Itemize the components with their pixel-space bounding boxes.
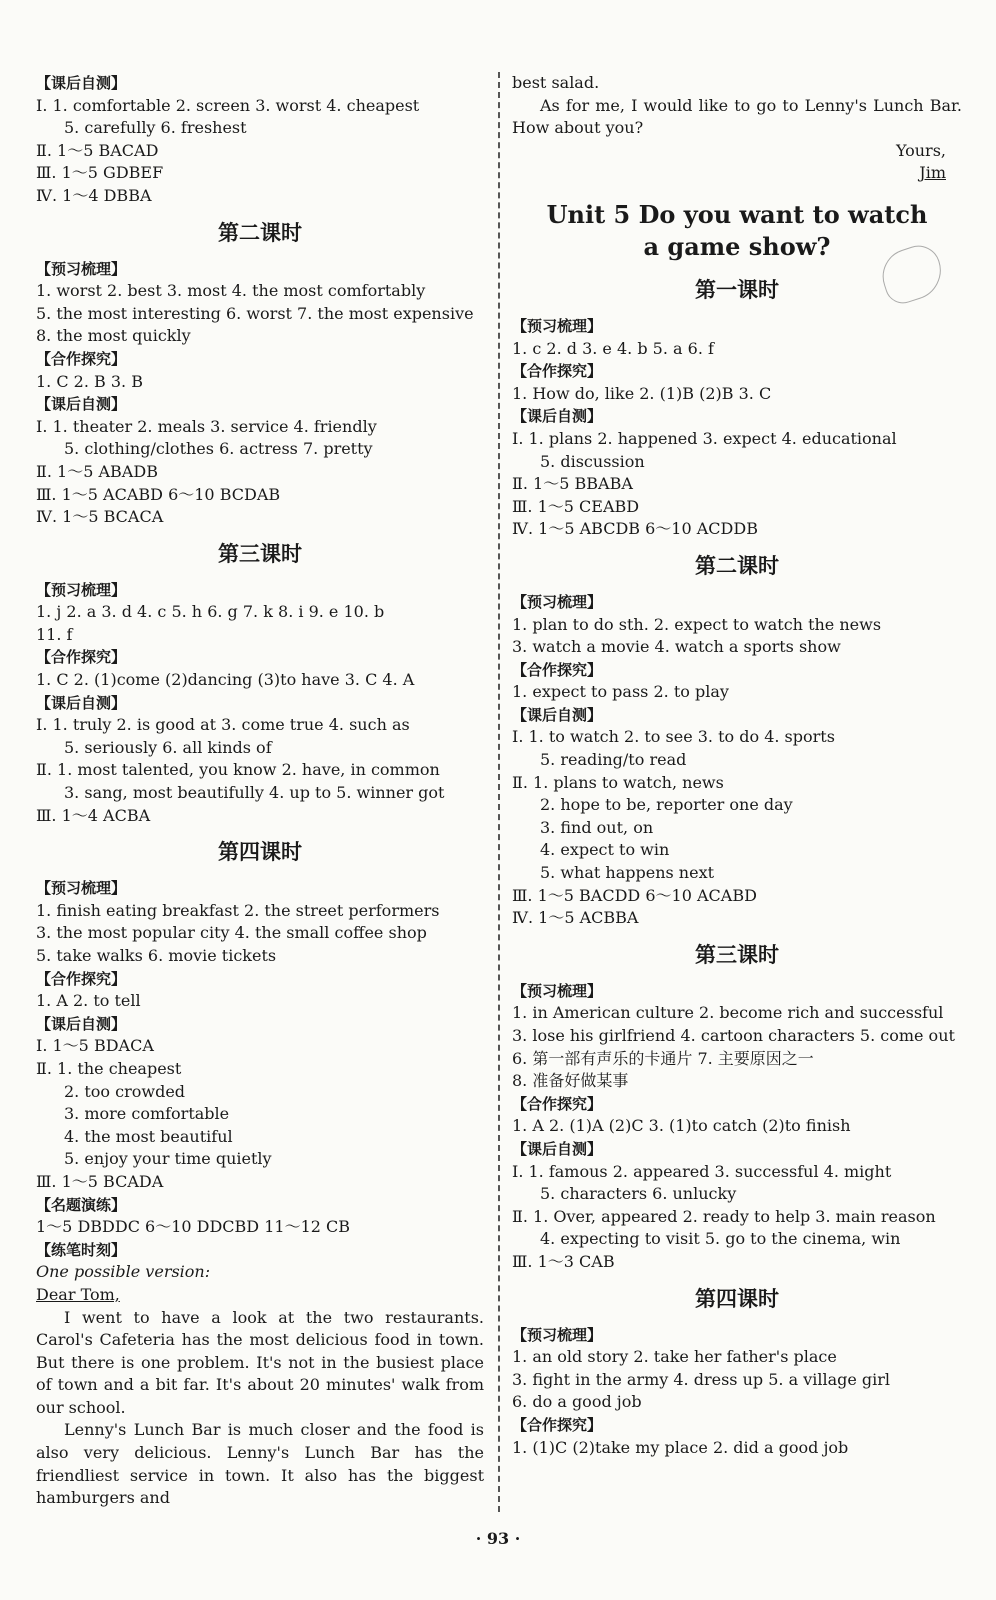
answer-line: 4. expect to win bbox=[540, 840, 670, 860]
answer-line: 1. in American culture 2. become rich and successful bbox=[512, 1003, 944, 1023]
section-tag: 【课后自测】 bbox=[36, 395, 127, 414]
answer-line: Ⅰ. 1. comfortable 2. screen 3. worst 4. cheapest bbox=[36, 95, 420, 115]
answer-line: 1. How do, like 2. (1)B (2)B 3. C bbox=[512, 383, 772, 403]
answer-line: Ⅱ. 1. plans to watch, news bbox=[512, 772, 724, 792]
section-tag: 【课后自测】 bbox=[512, 705, 603, 724]
answer-line: Ⅳ. 1～5 ACBBA bbox=[512, 908, 639, 928]
letter-continuation: best salad. bbox=[512, 73, 600, 92]
answer-line: 1. C 2. (1)come (2)dancing (3)to have 3. C 4. A bbox=[36, 670, 415, 690]
section-tag: 【预习梳理】 bbox=[512, 316, 603, 335]
answer-line: 1. (1)C (2)take my place 2. did a good job bbox=[512, 1437, 849, 1457]
section-tag: 【预习梳理】 bbox=[36, 580, 127, 599]
answer-line: 5. reading/to read bbox=[540, 750, 687, 770]
answer-line: Ⅱ. 1～5 BACAD bbox=[36, 140, 159, 160]
answer-line: Ⅰ. 1. to watch 2. to see 3. to do 4. sports bbox=[512, 727, 835, 747]
section-tag: 【练笔时刻】 bbox=[36, 1240, 127, 1259]
letter-greeting: Dear Tom, bbox=[36, 1284, 120, 1304]
letter-closing: Yours, bbox=[895, 140, 946, 160]
letter-paragraph: Lenny's Lunch Bar is much closer and the food is also very delicious. Lenny's Lunch Bar has the friendliest service in town. It also has the biggest hamburgers and bbox=[36, 1420, 484, 1508]
answer-line: 1. A 2. to tell bbox=[36, 991, 141, 1011]
letter-paragraph: I went to have a look at the two restaurants. Carol's Cafeteria has the most delicious food in town. But there is one problem. It's not in the busiest place of town and a bit far. It's about 20 minutes' walk from our school. bbox=[36, 1307, 484, 1417]
answer-line: 1. c 2. d 3. e 4. b 5. a 6. f bbox=[512, 338, 714, 358]
answer-line: 2. too crowded bbox=[64, 1081, 186, 1101]
section-tag: 【合作探究】 bbox=[512, 1094, 603, 1113]
answer-line: Ⅰ. 1. famous 2. appeared 3. successful 4. might bbox=[512, 1161, 892, 1181]
answer-line: 1. C 2. B 3. B bbox=[36, 371, 143, 391]
answer-line: Ⅱ. 1. Over, appeared 2. ready to help 3. main reason bbox=[512, 1206, 936, 1226]
lesson-heading: 第二课时 bbox=[218, 220, 302, 245]
section-tag: 【课后自测】 bbox=[512, 407, 603, 426]
answer-line: Ⅰ. 1～5 BDACA bbox=[36, 1036, 154, 1056]
answer-line: 4. the most beautiful bbox=[64, 1126, 233, 1146]
lesson-heading: 第一课时 bbox=[695, 277, 779, 302]
answer-line: Ⅲ. 1～5 GDBEF bbox=[36, 163, 164, 183]
section-tag: 【课后自测】 bbox=[36, 693, 127, 712]
answer-line: 1. worst 2. best 3. most 4. the most comfortably bbox=[36, 281, 426, 301]
section-tag: 【合作探究】 bbox=[36, 349, 127, 368]
answer-line: Ⅳ. 1～4 DBBA bbox=[36, 185, 152, 205]
section-tag: 【预习梳理】 bbox=[512, 592, 603, 611]
answer-line: Ⅲ. 1～5 BACDD 6～10 ACABD bbox=[512, 885, 757, 905]
answer-line: Ⅲ. 1～5 CEABD bbox=[512, 496, 640, 516]
answer-line: 1. j 2. a 3. d 4. c 5. h 6. g 7. k 8. i 9. e 10. b bbox=[36, 602, 385, 622]
section-tag: 【预习梳理】 bbox=[36, 879, 127, 898]
answer-line: 4. expecting to visit 5. go to the cinema, win bbox=[540, 1229, 901, 1249]
section-tag: 【课后自测】 bbox=[36, 1014, 127, 1033]
answer-line: 6. 第一部有声乐的卡通片 7. 主要原因之一 bbox=[512, 1048, 814, 1068]
answer-line: Ⅱ. 1. the cheapest bbox=[36, 1058, 182, 1078]
answer-line: 5. what happens next bbox=[540, 863, 715, 883]
page-number: · 93 · bbox=[475, 1529, 521, 1548]
section-tag: 【预习梳理】 bbox=[36, 259, 127, 278]
answer-line: 3. watch a movie 4. watch a sports show bbox=[512, 637, 841, 657]
section-tag: 【名题演练】 bbox=[36, 1195, 127, 1214]
answer-line: 3. fight in the army 4. dress up 5. a village girl bbox=[512, 1369, 891, 1389]
answer-line: 8. 准备好做某事 bbox=[512, 1071, 629, 1091]
lesson-heading: 第三课时 bbox=[218, 541, 302, 566]
answer-line: 3. the most popular city 4. the small coffee shop bbox=[36, 923, 427, 943]
answer-line: Ⅰ. 1. plans 2. happened 3. expect 4. educational bbox=[512, 428, 897, 448]
section-tag: 【合作探究】 bbox=[36, 969, 127, 988]
answer-line: 5. discussion bbox=[540, 451, 645, 471]
answer-line: 3. sang, most beautifully 4. up to 5. winner got bbox=[64, 783, 445, 803]
answer-line: 3. more comfortable bbox=[64, 1104, 230, 1124]
lesson-heading: 第二课时 bbox=[695, 553, 779, 578]
answer-line: 1. expect to pass 2. to play bbox=[512, 682, 729, 702]
section-tag: 【课后自测】 bbox=[36, 74, 127, 92]
answer-line: 5. characters 6. unlucky bbox=[540, 1184, 737, 1204]
answer-line: Ⅲ. 1～5 ACABD 6～10 BCDAB bbox=[36, 484, 281, 504]
answer-line: 5. carefully 6. freshest bbox=[64, 118, 247, 138]
answer-line: Ⅰ. 1. theater 2. meals 3. service 4. friendly bbox=[36, 416, 377, 436]
answer-line: 1. an old story 2. take her father's place bbox=[512, 1347, 837, 1367]
answer-line: 1. A 2. (1)A (2)C 3. (1)to catch (2)to finish bbox=[512, 1116, 851, 1136]
lesson-heading: 第四课时 bbox=[218, 840, 302, 865]
answer-line: 1. plan to do sth. 2. expect to watch the news bbox=[512, 614, 882, 634]
unit-title-line: a game show? bbox=[643, 231, 831, 261]
column-divider bbox=[498, 72, 500, 1512]
left-column bbox=[36, 72, 484, 1510]
answer-line: Ⅱ. 1～5 ABADB bbox=[36, 461, 158, 481]
section-tag: 【课后自测】 bbox=[512, 1139, 603, 1158]
answer-line: Ⅳ. 1～5 ABCDB 6～10 ACDDB bbox=[512, 519, 758, 539]
answer-line: 5. take walks 6. movie tickets bbox=[36, 946, 277, 965]
lesson-heading: 第三课时 bbox=[695, 942, 779, 967]
answer-line: Ⅱ. 1～5 BBABA bbox=[512, 474, 633, 494]
answer-line: 6. do a good job bbox=[512, 1392, 642, 1412]
section-tag: 【合作探究】 bbox=[512, 660, 603, 679]
answer-line: 2. hope to be, reporter one day bbox=[540, 795, 793, 815]
section-tag: 【合作探究】 bbox=[512, 362, 603, 381]
answer-line: 1～5 DBDDC 6～10 DDCBD 11～12 CB bbox=[36, 1217, 351, 1237]
sample-version-label: One possible version: bbox=[36, 1262, 211, 1282]
letter-signature: Jim bbox=[919, 163, 946, 183]
answer-line: 8. the most quickly bbox=[36, 326, 191, 346]
answer-line: 5. clothing/clothes 6. actress 7. pretty bbox=[64, 439, 373, 459]
answer-line: 3. find out, on bbox=[540, 817, 654, 837]
unit-title-line: Unit 5 Do you want to watch bbox=[546, 199, 928, 229]
answer-line: 1. finish eating breakfast 2. the street performers bbox=[36, 900, 440, 920]
letter-paragraph: As for me, I would like to go to Lenny's Lunch Bar. How about you? bbox=[512, 95, 962, 138]
answer-line: 5. enjoy your time quietly bbox=[64, 1149, 272, 1169]
answer-line: Ⅳ. 1～5 BCACA bbox=[36, 507, 164, 527]
answer-line: Ⅲ. 1～5 BCADA bbox=[36, 1171, 164, 1191]
lesson-heading: 第四课时 bbox=[695, 1286, 779, 1311]
answer-line: Ⅲ. 1～4 ACBA bbox=[36, 805, 151, 825]
section-tag: 【预习梳理】 bbox=[512, 981, 603, 1000]
section-tag: 【预习梳理】 bbox=[512, 1325, 603, 1344]
answer-line: 5. the most interesting 6. worst 7. the most expensive bbox=[36, 303, 474, 323]
section-tag: 【合作探究】 bbox=[512, 1415, 603, 1434]
section-tag: 【合作探究】 bbox=[36, 648, 127, 667]
answer-line: 5. seriously 6. all kinds of bbox=[64, 737, 272, 757]
answer-line: 11. f bbox=[36, 624, 73, 644]
answer-line: Ⅲ. 1～3 CAB bbox=[512, 1251, 615, 1271]
answer-line: Ⅱ. 1. most talented, you know 2. have, in common bbox=[36, 760, 440, 780]
answer-line: Ⅰ. 1. truly 2. is good at 3. come true 4. such as bbox=[36, 715, 410, 735]
answer-line: 3. lose his girlfriend 4. cartoon characters 5. come out bbox=[512, 1026, 955, 1045]
